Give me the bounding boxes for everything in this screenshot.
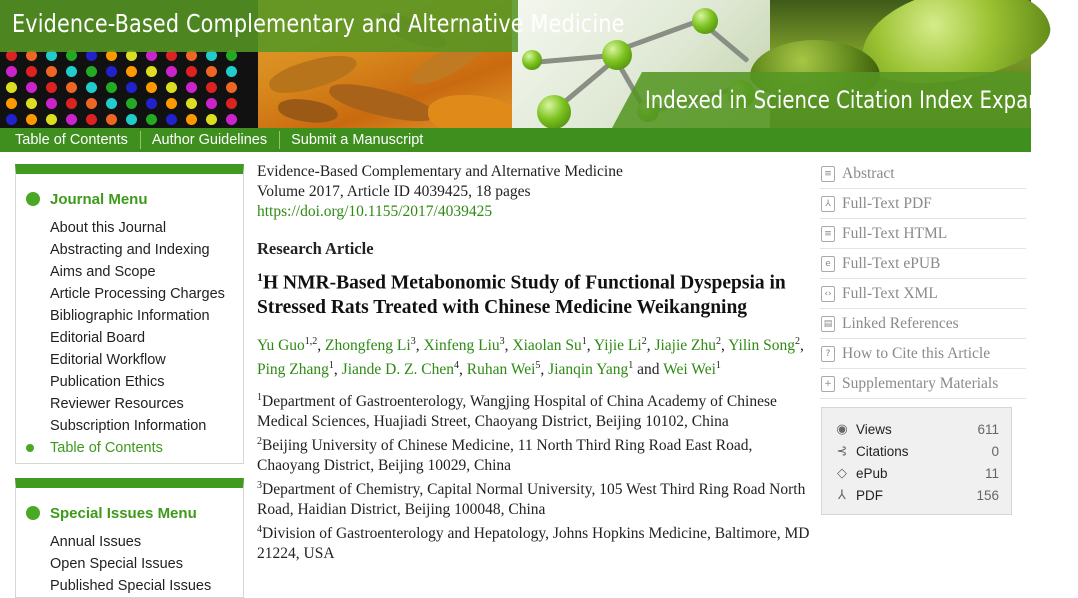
led-dot	[146, 66, 157, 77]
author-link[interactable]: Yijie Li	[593, 336, 642, 354]
format-link-label: Full-Text PDF	[842, 194, 932, 212]
special-menu-header	[16, 488, 243, 525]
journal-menu-item[interactable]: Editorial Workflow	[50, 352, 166, 368]
metric-row	[834, 440, 999, 462]
affiliation-list	[257, 388, 812, 565]
format-link-label: Supplementary Materials	[842, 374, 999, 392]
nav-submit-manuscript[interactable]: Submit a Manuscript	[291, 132, 424, 148]
led-dot	[6, 66, 17, 77]
affiliation-text: Beijing University of Chinese Medicine, 11 North Third Ring Road East Road, Chaoyang District, Beijing 10029, China	[257, 437, 753, 475]
bullet-icon	[26, 192, 40, 206]
article-title	[257, 265, 812, 320]
led-dot	[206, 82, 217, 93]
led-dot	[6, 98, 17, 109]
led-dot	[146, 114, 157, 125]
affiliation-item	[257, 432, 812, 476]
led-dot	[146, 82, 157, 93]
led-dot	[166, 114, 177, 125]
author-link[interactable]: Zhongfeng Li	[325, 336, 411, 354]
led-dot	[26, 82, 37, 93]
led-dot	[226, 98, 237, 109]
author-list: Yu Guo$^{1,2}$, Zhongfeng Li$^3$, Xinfeng Liu$^3$, Xiaolan Su$^1$, Yijie Li$^2$, Jiajie Zhu$^2$, Yilin Song$^2$, Ping Zhang$^1$, Jiande D. Z. Chen$^4$, Ruhan Wei$^5$, Jianqin Yang$^1$ and Wei Wei$^1$	[257, 335, 804, 378]
format-link[interactable]	[820, 279, 1026, 309]
journal-menu-item[interactable]: About this Journal	[50, 220, 167, 236]
author-link[interactable]: Ruhan Wei	[466, 360, 536, 378]
led-dot	[166, 66, 177, 77]
led-dot	[106, 66, 117, 77]
author-link[interactable]: Yilin Song	[728, 336, 795, 354]
author-link[interactable]: Jiajie Zhu	[654, 336, 717, 354]
epub-diamond-icon: ◇	[837, 465, 847, 481]
author-affiliation-number: 1	[328, 359, 334, 371]
led-dot	[26, 114, 37, 125]
led-dot	[126, 82, 137, 93]
epub-icon: e	[821, 256, 835, 272]
author-affiliation-number: 5	[535, 359, 541, 371]
title-superscript: 1	[257, 270, 263, 284]
metric-label: ePub	[856, 465, 888, 481]
led-dot	[126, 114, 137, 125]
led-dot	[166, 82, 177, 93]
led-dot	[26, 98, 37, 109]
metric-label: Citations	[856, 443, 909, 459]
affiliation-number: 1	[257, 391, 262, 403]
author-affiliation-number: 4	[454, 359, 460, 371]
format-link-label: Full-Text ePUB	[842, 254, 941, 272]
metric-row	[834, 484, 999, 506]
special-issues-menu	[15, 478, 244, 598]
top-nav	[0, 128, 1031, 152]
format-link[interactable]	[820, 159, 1026, 189]
author-link[interactable]: Xiaolan Su	[512, 336, 582, 354]
author-link[interactable]: Xinfeng Liu	[423, 336, 500, 354]
format-link-label: Full-Text HTML	[842, 224, 948, 242]
special-menu-item[interactable]: Published Special Issues	[50, 578, 212, 594]
metric-row	[834, 462, 999, 484]
plus-icon: +	[821, 376, 835, 392]
document-icon: ≡	[821, 166, 835, 182]
led-dot	[186, 98, 197, 109]
led-dot	[186, 114, 197, 125]
share-icon: ⊰	[836, 443, 848, 459]
journal-menu-item[interactable]: Subscription Information	[50, 418, 207, 434]
led-dot	[226, 114, 237, 125]
led-dot	[206, 114, 217, 125]
author-affiliation-number: 1	[628, 359, 634, 371]
metric-value: 156	[976, 487, 999, 503]
journal-menu-item[interactable]: Editorial Board	[50, 330, 146, 346]
led-dot	[106, 98, 117, 109]
format-link[interactable]	[820, 339, 1026, 369]
format-link[interactable]	[820, 249, 1026, 279]
led-dot	[226, 82, 237, 93]
journal-menu-header	[16, 174, 243, 211]
metric-label: PDF	[856, 487, 883, 503]
author-affiliation-number: 3	[410, 335, 416, 347]
article-metrics-box	[821, 407, 1012, 515]
led-dot	[226, 66, 237, 77]
journal-menu-item[interactable]: Bibliographic Information	[50, 308, 210, 324]
nav-table-of-contents[interactable]: Table of Contents	[4, 131, 141, 149]
article-volume: Volume 2017, Article ID 4039425, 18 pages	[257, 183, 531, 200]
format-link[interactable]	[820, 309, 1026, 339]
header-banner	[0, 0, 1078, 128]
led-dot	[6, 82, 17, 93]
led-dot	[86, 66, 97, 77]
led-dot	[126, 66, 137, 77]
affiliation-text: Department of Gastroenterology, Wangjing Hospital of China Academy of Chinese Medical Sciences, Huajiadi Street, Chaoyang District, Beijing 10102, China	[257, 392, 777, 430]
author-link[interactable]: Jianqin Yang	[548, 360, 629, 378]
article-type: Research Article	[257, 239, 374, 258]
affiliation-number: 4	[257, 524, 262, 536]
format-link-label: Abstract	[842, 164, 895, 182]
author-affiliation-number: 1	[715, 359, 721, 371]
led-dot	[46, 98, 57, 109]
article-journal-name: Evidence-Based Complementary and Alternative Medicine	[257, 163, 623, 180]
format-link[interactable]	[820, 219, 1026, 249]
affiliation-item	[257, 520, 812, 564]
pdf-icon: ⅄	[821, 196, 835, 212]
eye-icon: ◉	[836, 421, 848, 437]
author-affiliation-number: 1,2	[304, 335, 318, 347]
affiliation-number: 3	[257, 480, 262, 492]
journal-menu	[15, 164, 244, 464]
affiliation-item	[257, 388, 812, 432]
journal-menu-title: Journal Menu	[50, 190, 148, 208]
led-dot	[186, 66, 197, 77]
led-dot	[106, 82, 117, 93]
led-dot	[206, 66, 217, 77]
article-doi-link[interactable]: https://doi.org/10.1155/2017/4039425	[257, 203, 493, 220]
led-dot	[6, 114, 17, 125]
led-dot	[86, 98, 97, 109]
author-link[interactable]: Wei Wei	[663, 360, 716, 378]
led-dot	[66, 82, 77, 93]
format-link-label: Full-Text XML	[842, 284, 938, 302]
led-dot	[126, 98, 137, 109]
author-affiliation-number: 3	[499, 335, 505, 347]
journal-menu-item[interactable]: Aims and Scope	[50, 264, 156, 280]
article-main	[257, 162, 812, 564]
index-badge-text: Indexed in Science Citation Index Expanded	[645, 86, 1078, 114]
html-icon: ≡	[821, 226, 835, 242]
author-affiliation-number: 1	[581, 335, 587, 347]
led-dot	[66, 66, 77, 77]
metric-value: 611	[977, 421, 999, 437]
format-link[interactable]	[820, 189, 1026, 219]
metric-value: 11	[984, 465, 999, 481]
affiliation-number: 2	[257, 435, 262, 447]
special-menu-title: Special Issues Menu	[50, 504, 197, 522]
metric-value: 0	[991, 443, 999, 459]
metric-row	[834, 418, 999, 440]
author-link[interactable]: Yu Guo	[257, 336, 305, 354]
journal-menu-item[interactable]: Abstracting and Indexing	[50, 242, 210, 258]
led-dot	[46, 66, 57, 77]
author-affiliation-number: 2	[641, 335, 647, 347]
affiliation-text: Department of Chemistry, Capital Normal University, 105 West Third Ring Road North Road, Haidian District, Beijing 100048, China	[257, 481, 806, 519]
format-link-label: Linked References	[842, 314, 959, 332]
led-dot	[66, 114, 77, 125]
affiliation-text: Division of Gastroenterology and Hepatology, Johns Hopkins Medicine, Baltimore, MD 21224, USA	[257, 525, 810, 563]
led-dot	[166, 98, 177, 109]
author-affiliation-number: 2	[716, 335, 722, 347]
journal-menu-item[interactable]: Publication Ethics	[50, 374, 165, 390]
led-dot	[206, 98, 217, 109]
nav-author-guidelines[interactable]: Author Guidelines	[141, 131, 280, 149]
author-link[interactable]: Jiande D. Z. Chen	[341, 360, 455, 378]
metric-label: Views	[856, 421, 892, 437]
led-dot	[86, 114, 97, 125]
question-icon: ?	[821, 346, 835, 362]
led-dot	[26, 66, 37, 77]
bullet-icon	[26, 506, 40, 520]
format-link-label: How to Cite this Article	[842, 344, 991, 362]
journal-menu-list	[16, 211, 243, 459]
author-link[interactable]: Ping Zhang	[257, 360, 329, 378]
led-dot	[146, 98, 157, 109]
led-dot	[66, 98, 77, 109]
special-menu-item[interactable]: Annual Issues	[50, 534, 142, 550]
journal-menu-item[interactable]: Reviewer Resources	[50, 396, 184, 412]
author-conjunction: and	[637, 360, 660, 378]
format-link[interactable]	[820, 369, 1026, 399]
journal-menu-item[interactable]: Table of Contents	[50, 437, 243, 459]
led-dot	[86, 82, 97, 93]
led-dot	[106, 114, 117, 125]
xml-icon: ‹›	[821, 286, 835, 302]
pdf-symbol-icon: ⅄	[838, 487, 846, 503]
special-menu-item[interactable]: Open Special Issues	[50, 556, 183, 572]
led-dot	[186, 82, 197, 93]
article-title-text: H NMR-Based Metabonomic Study of Functional Dyspepsia in Stressed Rats Treated with Chinese Medicine Weikangning	[257, 272, 786, 318]
journal-menu-item[interactable]: Article Processing Charges	[50, 286, 225, 302]
article-format-links	[820, 159, 1026, 399]
led-dot	[46, 114, 57, 125]
journal-title[interactable]: Evidence-Based Complementary and Alternative Medicine	[12, 9, 625, 38]
affiliation-item	[257, 476, 812, 520]
references-icon: ▤	[821, 316, 835, 332]
led-dot	[46, 82, 57, 93]
author-affiliation-number: 2	[794, 335, 800, 347]
special-menu-list	[16, 525, 243, 597]
